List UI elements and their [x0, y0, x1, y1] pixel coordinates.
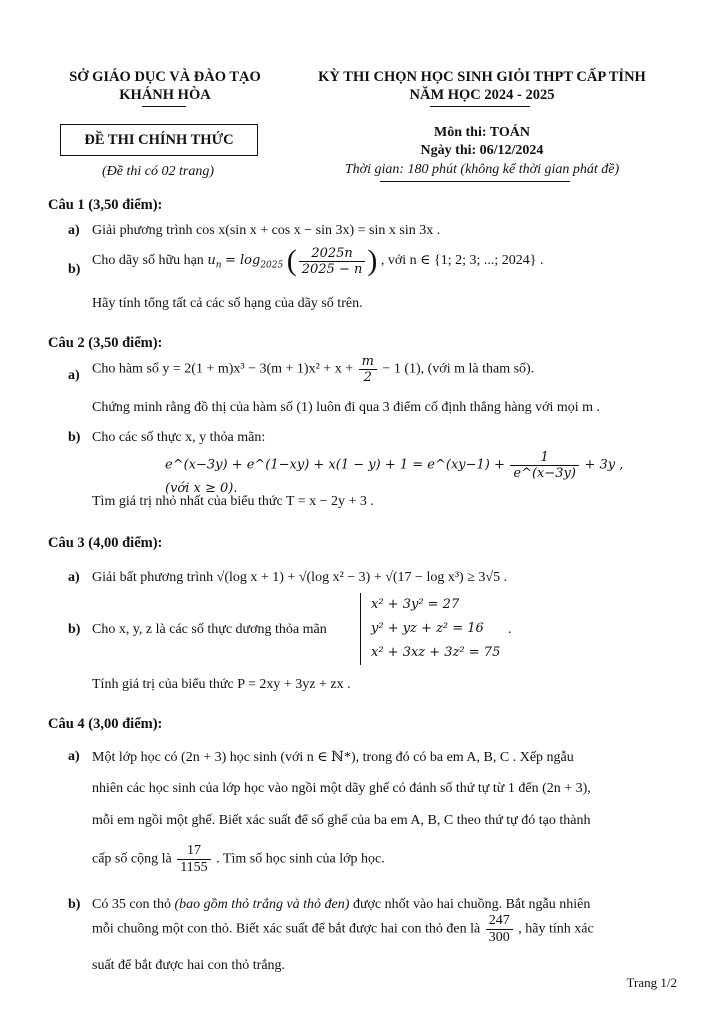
q4a-line4: [92, 843, 677, 876]
q4a-line3: mỗi em ngồi một ghế. Biết xác suất để số ghế của ba em A, B, C theo thứ tự đó tạo thành: [92, 813, 591, 828]
header-underline-left: [142, 106, 186, 107]
q4b-line3: suất để bắt được hai con thỏ trắng.: [92, 958, 286, 973]
q4b-line1: [92, 897, 677, 913]
q4b-line2-pre: mỗi chuồng một con thỏ. Biết xác suất để bắt được hai con thỏ đen là: [92, 921, 481, 937]
school-year: NĂM HỌC 2024 - 2025: [409, 87, 555, 103]
q3b-period: .: [508, 622, 512, 637]
exam-date: Ngày thi: 06/12/2024: [420, 143, 544, 158]
q2a-text: [92, 354, 677, 385]
q2a-fraction: $\frac{m}{2}$: [359, 354, 377, 385]
q1a-text: Giải phương trình cos x(sin x + cos x − sin 3x) = sin x sin 3x .: [92, 223, 441, 238]
q4b-line1-italic: (bao gồm thỏ trắng và thỏ đen): [174, 897, 350, 912]
q3b-sys-eq1: x² + 3y² = 27: [371, 597, 460, 612]
q2b-eq-left: e^(x−3y) + e^(1−xy) + x(1 − y) + 1 = e^(xy−1) +: [165, 457, 505, 473]
q3a-text: Giải bất phương trình √(log x + 1) + √(log x² − 3) + √(17 − log x³) ≥ 3√5 .: [92, 570, 508, 585]
q1b-log: = $\log_{2025}$: [224, 253, 284, 271]
q4a-line2: nhiên các học sinh của lớp học vào ngồi một dãy ghế có đánh số thứ tự từ 1 đến (2n + 3),: [92, 781, 591, 796]
header-underline-right: [430, 106, 530, 107]
q4b-line1-pre: Có 35 con thỏ: [92, 897, 171, 912]
time-underline: [380, 181, 570, 182]
q4b-label: b): [68, 897, 81, 912]
q1b-un: $u_n$: [207, 253, 222, 271]
q2b-text1: Cho các số thực x, y thỏa mãn:: [92, 430, 266, 445]
pages-note: (Đề thi có 02 trang): [102, 164, 214, 179]
q3b-text2: Tính giá trị của biểu thức P = 2xy + 3yz + zx .: [92, 677, 351, 692]
q3b-system: [360, 593, 500, 665]
q4b-line2-post: , hãy tính xác: [518, 921, 594, 937]
q1b-text2: Hãy tính tổng tất cả các số hạng của dãy số trên.: [92, 296, 363, 311]
q3b-text: Cho x, y, z là các số thực dương thỏa mãn: [92, 622, 327, 637]
q4b-fraction: $\frac{247}{300}$: [486, 913, 513, 946]
q4a-fraction: $\frac{17}{1155}$: [177, 843, 210, 876]
q2b-equation: [165, 450, 645, 497]
q4a-label: a): [68, 749, 80, 764]
province-name: KHÁNH HÒA: [119, 87, 211, 103]
q3b-sys-eq3: x² + 3xz + 3z² = 75: [371, 645, 501, 660]
q2-title: Câu 2 (3,50 điểm):: [48, 335, 163, 351]
q3b-sys-eq2: y² + yz + z² = 16: [371, 621, 484, 636]
q4a-line4-pre: cấp số cộng là: [92, 851, 172, 867]
exam-name: KỲ THI CHỌN HỌC SINH GIỎI THPT CẤP TỈNH: [318, 69, 646, 85]
q1b-post: , với n ∈ {1; 2; 3; ...; 2024} .: [380, 253, 544, 269]
q3b-label: b): [68, 622, 81, 637]
time-note: Thời gian: 180 phút (không kể thời gian phát đề): [344, 162, 620, 177]
page-number: Trang 1/2: [626, 975, 677, 990]
q2a-pre: Cho hàm số y = 2(1 + m)x³ − 3(m + 1)x² + x +: [92, 361, 354, 377]
q1a-label: a): [68, 223, 80, 238]
official-exam-box: ĐỀ THI CHÍNH THỨC: [60, 124, 258, 156]
q2b-label: b): [68, 430, 81, 445]
q2b-eq-right: + 3y , (với x ≥ 0).: [165, 457, 624, 496]
q1b-label: b): [68, 262, 81, 277]
q3-title: Câu 3 (4,00 điểm):: [48, 535, 163, 551]
q4a-line1: Một lớp học có (2n + 3) học sinh (với n ∈ ℕ*), trong đó có ba em A, B, C . Xếp ngẫu: [92, 750, 574, 765]
q4b-line2: [92, 913, 677, 946]
q1b-pre: Cho dãy số hữu hạn: [92, 253, 204, 269]
q1b-paren-left: (: [286, 244, 297, 277]
q2a-label: a): [68, 368, 80, 383]
q1b-fraction: $\frac{2025n}{2025 - n}$: [299, 246, 366, 277]
subject-info: [292, 124, 672, 160]
department-header: [50, 68, 280, 104]
q2a-text2: Chứng minh rằng đồ thị của hàm số (1) luôn đi qua 3 điểm cố định thẳng hàng với mọi m .: [92, 400, 601, 415]
exam-header: [292, 68, 672, 104]
q1b-text: [92, 244, 677, 278]
department-name: SỞ GIÁO DỤC VÀ ĐÀO TẠO: [69, 69, 261, 85]
q4a-line4-post: . Tìm số học sinh của lớp học.: [216, 851, 385, 867]
q4b-line1-post: được nhốt vào hai chuồng. Bắt ngẫu nhiên: [352, 897, 591, 912]
q2a-post: − 1 (1), (với m là tham số).: [382, 361, 535, 377]
q2b-text2: Tìm giá trị nhỏ nhất của biểu thức T = x − 2y + 3 .: [92, 494, 374, 509]
subject: Môn thi: TOÁN: [434, 125, 530, 140]
q4-title: Câu 4 (3,00 điểm):: [48, 716, 163, 732]
q3a-label: a): [68, 570, 80, 585]
q2b-fraction: $\frac{1}{e\^{}(x-3y)}$: [510, 450, 579, 481]
q1-title: Câu 1 (3,50 điểm):: [48, 197, 163, 213]
q1b-paren-right: ): [367, 244, 378, 277]
